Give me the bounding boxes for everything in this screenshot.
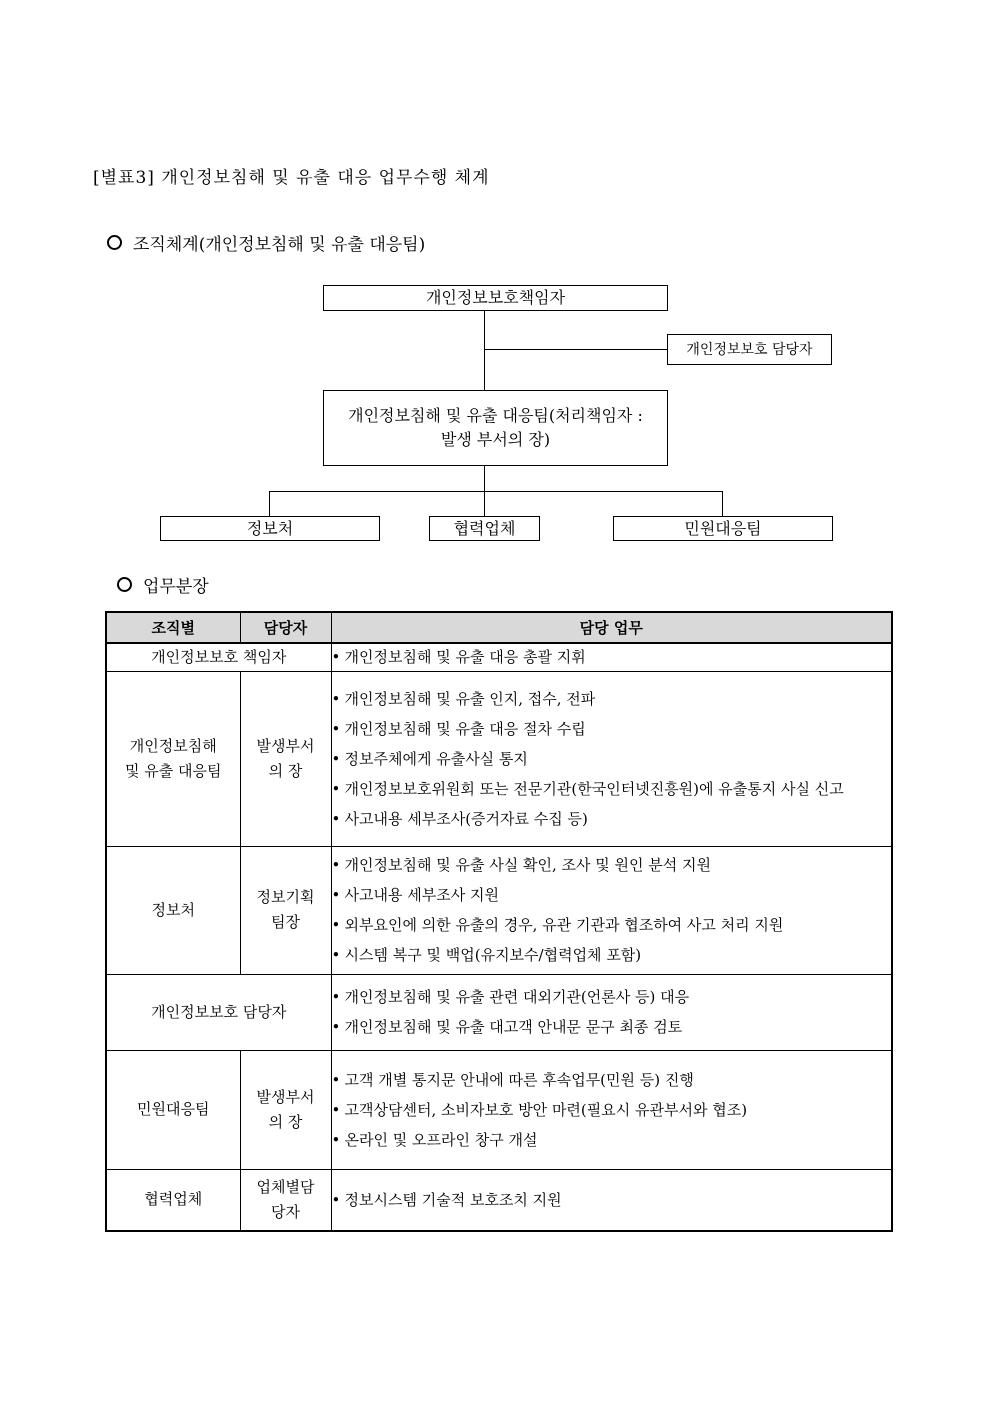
- section-heading: 업무분장: [143, 577, 209, 597]
- org-cell: 정보처: [106, 846, 240, 974]
- tasks-cell: [331, 1169, 892, 1231]
- task-item: • 고객상담센터, 소비자보호 방안 마련(필요시 유관부서와 협조): [332, 1095, 892, 1125]
- tasks-cell: [331, 846, 892, 974]
- task-item: • 사고내용 세부조사(증거자료 수집 등): [332, 804, 892, 834]
- org-cell: 민원대응팀: [106, 1050, 240, 1169]
- task-item: • 온라인 및 오프라인 창구 개설: [332, 1125, 892, 1155]
- connector-line: [484, 465, 485, 491]
- tasks-cell: [331, 671, 892, 846]
- tasks-cell: [331, 643, 892, 671]
- org-cell: 개인정보보호 책임자: [106, 643, 331, 671]
- task-item: • 정보시스템 기술적 보호조치 지원: [332, 1185, 892, 1215]
- manager-cell: 발생부서의 장: [240, 1050, 331, 1169]
- tasks-cell: [331, 1050, 892, 1169]
- table-row: [106, 643, 892, 671]
- header-manager: 담당자: [240, 612, 331, 643]
- org-box-top: 개인정보보호책임자: [323, 285, 668, 311]
- table-row: [106, 671, 892, 846]
- table-row: [106, 846, 892, 974]
- connector-line: [484, 491, 485, 517]
- section-duties: [117, 572, 209, 597]
- org-box-middle: 개인정보침해 및 유출 대응팀(처리책임자 : 발생 부서의 장): [323, 390, 668, 466]
- task-item: • 정보주체에게 유출사실 통지: [332, 744, 892, 774]
- task-item: • 외부요인에 의한 유출의 경우, 유관 기관과 협조하여 사고 처리 지원: [332, 910, 892, 940]
- task-item: • 개인정보침해 및 유출 관련 대외기관(언론사 등) 대응: [332, 982, 892, 1012]
- manager-cell: 발생부서의 장: [240, 671, 331, 846]
- task-item: • 사고내용 세부조사 지원: [332, 880, 892, 910]
- org-cell: 개인정보침해 및 유출 대응팀: [106, 671, 240, 846]
- manager-cell: 업체별담당자: [240, 1169, 331, 1231]
- org-cell: 협력업체: [106, 1169, 240, 1231]
- section-org-structure: [107, 230, 425, 255]
- document-title: [별표3] 개인정보침해 및 유출 대응 업무수행 체계: [93, 168, 490, 188]
- task-item: • 개인정보침해 및 유출 대응 절차 수립: [332, 714, 892, 744]
- bullet-icon: •: [331, 1018, 341, 1036]
- bullet-icon: •: [331, 719, 341, 738]
- duty-table: [105, 611, 893, 1232]
- bullet-icon: •: [331, 749, 341, 768]
- bullet-icon: •: [331, 916, 341, 934]
- org-box-civil: 민원대응팀: [613, 516, 833, 541]
- bullet-icon: •: [331, 1070, 341, 1089]
- bullet-icon: •: [331, 1190, 341, 1209]
- connector-line: [269, 491, 270, 517]
- task-item: • 개인정보침해 및 유출 인지, 접수, 전파: [332, 684, 892, 714]
- task-item: • 개인정보침해 및 유출 대응 총괄 지휘: [332, 644, 892, 670]
- connector-line: [484, 310, 485, 391]
- connector-line: [722, 491, 723, 517]
- bullet-icon: •: [331, 779, 341, 798]
- table-header-row: [106, 612, 892, 643]
- header-org: 조직별: [106, 612, 240, 643]
- org-cell: 개인정보보호 담당자: [106, 974, 331, 1050]
- table-row: [106, 1050, 892, 1169]
- bullet-icon: •: [331, 946, 341, 964]
- circle-bullet-icon: [117, 577, 132, 592]
- bullet-icon: •: [331, 689, 341, 708]
- task-item: • 개인정보침해 및 유출 사실 확인, 조사 및 원인 분석 지원: [332, 850, 892, 880]
- table-row: [106, 1169, 892, 1231]
- task-item: • 개인정보침해 및 유출 대고객 안내문 문구 최종 검토: [332, 1012, 892, 1042]
- tasks-cell: [331, 974, 892, 1050]
- task-item: • 고객 개별 통지문 안내에 따른 후속업무(민원 등) 진행: [332, 1065, 892, 1095]
- bullet-icon: •: [331, 1100, 341, 1119]
- circle-bullet-icon: [107, 235, 122, 250]
- connector-line: [269, 491, 723, 492]
- header-tasks: 담당 업무: [331, 612, 892, 643]
- bullet-icon: •: [331, 809, 341, 828]
- org-box-info: 정보처: [160, 516, 380, 541]
- connector-line: [484, 349, 668, 350]
- task-item: • 개인정보보호위원회 또는 전문기관(한국인터넷진흥원)에 유출통지 사실 신고: [332, 774, 892, 804]
- org-box-partner: 협력업체: [429, 516, 540, 541]
- org-box-side: 개인정보보호 담당자: [667, 334, 832, 365]
- bullet-icon: •: [331, 856, 341, 874]
- manager-cell: 정보기획팀장: [240, 846, 331, 974]
- bullet-icon: •: [331, 886, 341, 904]
- section-heading: 조직체계(개인정보침해 및 유출 대응팀): [133, 235, 426, 255]
- table-row: [106, 974, 892, 1050]
- task-item: • 시스템 복구 및 백업(유지보수/협력업체 포함): [332, 940, 892, 970]
- bullet-icon: •: [331, 988, 341, 1006]
- bullet-icon: •: [331, 1130, 341, 1149]
- bullet-icon: •: [331, 648, 341, 667]
